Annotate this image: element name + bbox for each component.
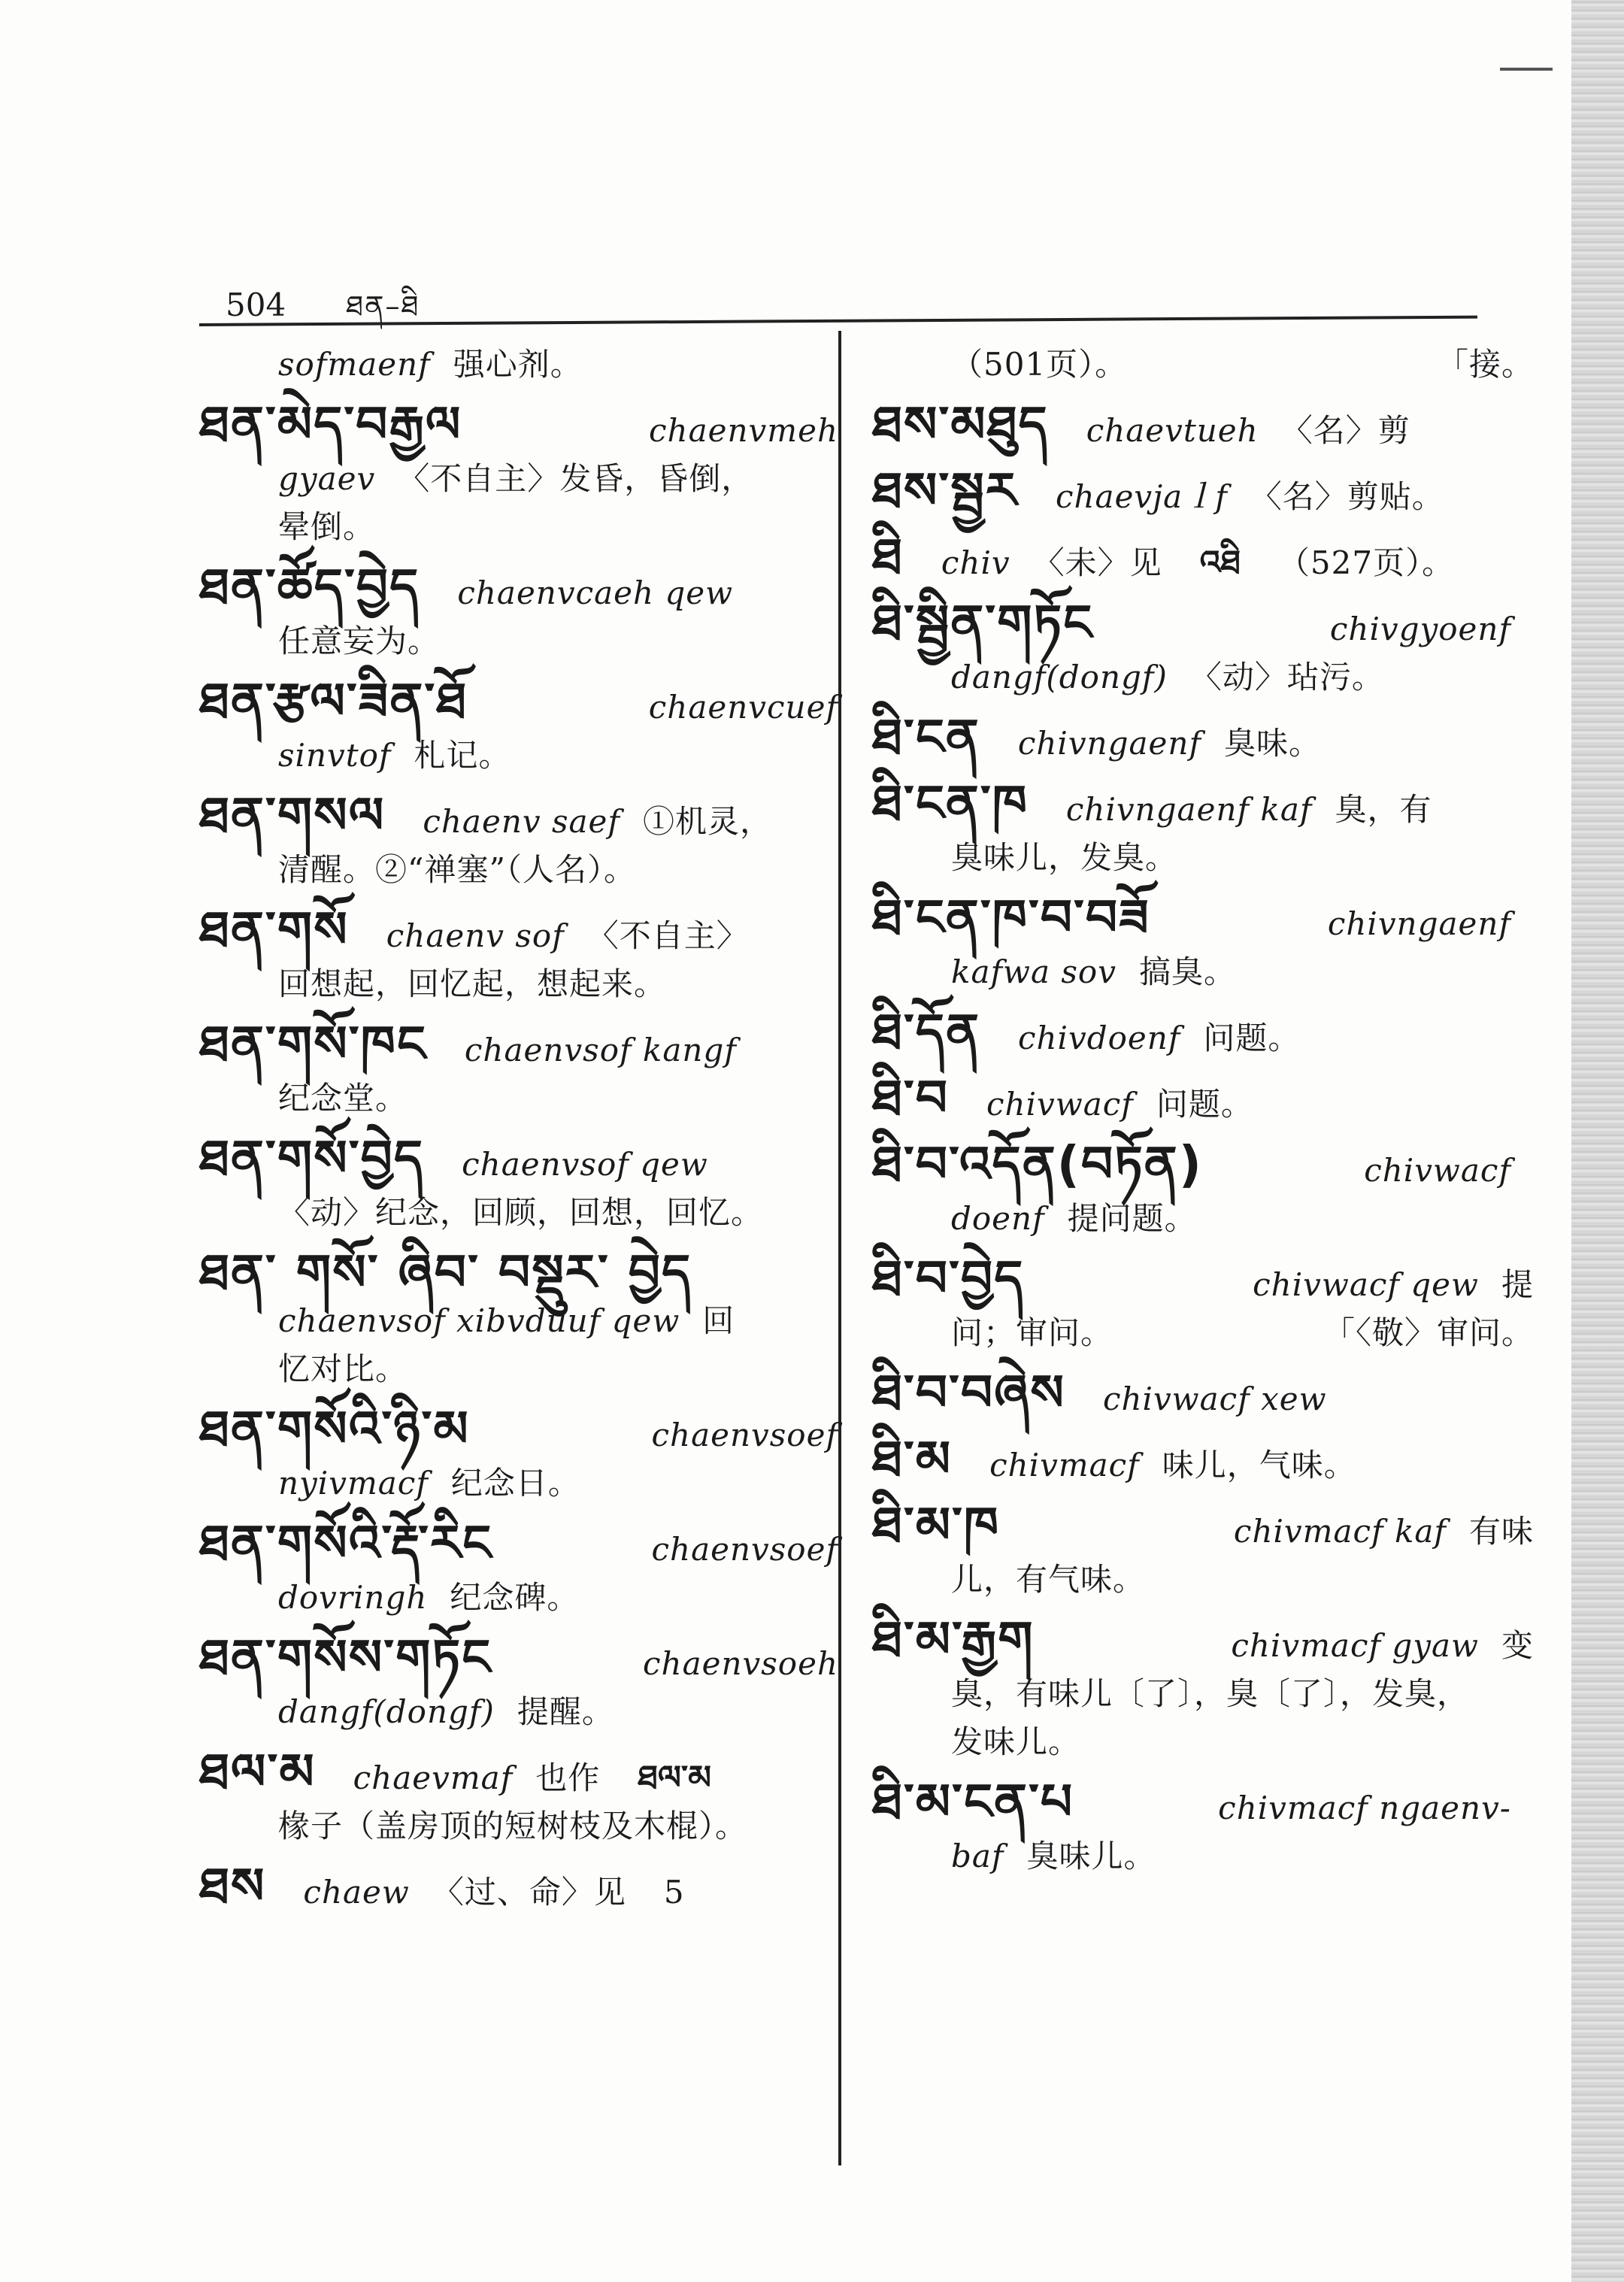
romanization: chaenv saef — [423, 803, 620, 840]
headword-line — [872, 395, 1534, 453]
romanization: chaevtueh — [1086, 412, 1259, 449]
scan-edge-mark — [1500, 68, 1553, 71]
headword-line — [872, 774, 1534, 832]
margin-note: 「接。 — [1436, 346, 1534, 383]
tibetan-headword: ཐས་སྦྱར — [872, 462, 1018, 520]
headword-line — [872, 708, 1534, 766]
definition: 提 — [1501, 1266, 1534, 1303]
entry-line — [872, 1314, 1534, 1352]
headword-line — [872, 1250, 1534, 1308]
tibetan-headword: ཐི་བ — [872, 1069, 950, 1127]
definition: 有味 — [1468, 1513, 1534, 1550]
tibetan-headword: ཐི་དོན — [872, 1003, 980, 1061]
definition: 问；审问。 — [951, 1314, 1113, 1351]
entry-line — [199, 1808, 861, 1845]
definition: 发味儿。 — [951, 1723, 1081, 1760]
entry-line — [199, 1302, 861, 1340]
cross-reference: ཐལ་མ — [638, 1759, 712, 1797]
headword-line — [199, 1629, 861, 1686]
romanization: gyaev — [278, 460, 376, 497]
headword-line — [872, 889, 1534, 947]
romanization: dovringh — [278, 1579, 428, 1616]
margin-note: 「〈敬〉审问。 — [1323, 1314, 1534, 1351]
definition: 也作 — [535, 1759, 601, 1796]
tibetan-headword: ཐན་གསོ་ཁང — [199, 1015, 427, 1073]
romanization: chaenvsoef — [651, 1531, 838, 1568]
entry-line — [199, 1350, 861, 1388]
entry-line — [199, 1693, 861, 1731]
tibetan-headword: ཐི་མ་རྒྱག — [872, 1611, 1035, 1668]
romanization: chivwacf qew — [1253, 1266, 1479, 1303]
entry-line — [199, 1080, 861, 1117]
definition: 问题。 — [1156, 1086, 1253, 1123]
definition: 纪念碑。 — [450, 1579, 580, 1616]
tibetan-headword: ཐས་མཐུད — [872, 395, 1049, 453]
guide-words: ཐན–ཐི — [346, 289, 420, 323]
entry-line — [199, 508, 861, 546]
definition: 〈未〉见 — [1032, 544, 1162, 581]
entry-line — [199, 851, 861, 889]
romanization: sinvtof — [278, 737, 392, 774]
entry-line — [199, 1579, 861, 1617]
romanization: chaew — [303, 1874, 410, 1911]
tibetan-headword: ཐལ་མ — [199, 1743, 316, 1801]
romanization: chaenv sof — [386, 917, 565, 954]
definition: 任意妄为。 — [278, 623, 441, 659]
entry-line — [199, 623, 861, 660]
headword-line — [199, 1015, 861, 1073]
definition: 搞臭。 — [1138, 953, 1236, 990]
romanization: chaenvsoef — [651, 1417, 838, 1453]
definition: 〈动〉玷污。 — [1189, 659, 1384, 696]
definition: 忆对比。 — [278, 1350, 408, 1387]
definition: 纪念日。 — [450, 1465, 580, 1502]
romanization: dangf(dongf) — [951, 659, 1168, 696]
tibetan-headword: ཐི་བ་འདོན(བཏོན) — [872, 1135, 1203, 1193]
definition: 提醒。 — [517, 1693, 614, 1730]
tibetan-headword: ཐན་གསོའི་ཉི་མ — [199, 1400, 470, 1458]
cross-reference: 5 — [663, 1874, 685, 1911]
definition: 晕倒。 — [278, 508, 376, 545]
tibetan-headword: ཐན་ གསོ་ ཞིབ་ བསྡུར་ བྱེད — [199, 1244, 692, 1302]
tibetan-headword: ཐི་ངན — [872, 708, 980, 766]
tibetan-headword: ཐི་མ — [872, 1430, 953, 1488]
tibetan-headword: ཐི་མ་ཁ — [872, 1496, 1001, 1554]
romanization: chivmacf kaf — [1233, 1513, 1447, 1550]
tibetan-headword: ཐན་གསོ་བྱེད — [199, 1129, 425, 1187]
definition: 〈不自主〉发昏，昏倒， — [398, 460, 754, 497]
headword-line — [872, 1364, 1534, 1422]
tibetan-headword: ཐན་གསོའི་རྡོ་རིང — [199, 1514, 493, 1572]
tibetan-headword: ཐི་མ་ངན་པ — [872, 1773, 1074, 1831]
headword-line — [199, 901, 861, 959]
tibetan-headword: ཐས — [199, 1857, 266, 1915]
headword-line — [199, 395, 861, 453]
romanization: baf — [951, 1838, 1004, 1874]
running-head — [226, 274, 420, 323]
headword-line — [199, 672, 861, 730]
entry-line — [872, 1200, 1534, 1238]
definition: （501页）。 — [951, 346, 1128, 383]
romanization: chivwacf xew — [1102, 1380, 1327, 1417]
romanization: chivdoenf — [1017, 1020, 1181, 1056]
romanization: chivngaenf kaf — [1065, 791, 1313, 828]
tibetan-headword: ཐན་རྩལ་ཟིན་ཐོ — [199, 672, 468, 730]
tibetan-headword: ཐི་ངན་ཁ་བ་བཟོ — [872, 889, 1150, 947]
headword-line — [199, 1129, 861, 1187]
definition: 回想起，回忆起，想起来。 — [278, 965, 667, 1002]
entry-line — [872, 1675, 1534, 1713]
entry-line — [199, 460, 861, 498]
romanization: chaenvsof qew — [462, 1146, 708, 1183]
romanization: sofmaenf — [278, 346, 431, 383]
definition: 问题。 — [1203, 1020, 1301, 1056]
tibetan-headword: ཐན་ཚོད་བྱེད — [199, 558, 420, 616]
romanization: chaenvcaeh qew — [457, 574, 734, 611]
headword-line — [199, 1857, 861, 1915]
headword-line — [199, 1244, 861, 1302]
entry-line — [199, 965, 861, 1003]
romanization: chivwacf — [986, 1086, 1134, 1123]
headword-line — [872, 1069, 1534, 1127]
entry-line — [199, 1194, 861, 1232]
romanization: chivmacf ngaenv- — [1218, 1790, 1511, 1826]
romanization: doenf — [951, 1200, 1045, 1237]
headword-line — [872, 462, 1534, 520]
definition: 臭味。 — [1224, 725, 1322, 762]
definition: 札记。 — [414, 737, 511, 774]
romanization: nyivmacf — [278, 1465, 429, 1502]
definition: 臭，有味儿〔了〕，臭〔了〕，发臭， — [951, 1675, 1470, 1712]
definition: 臭，有 — [1335, 791, 1432, 828]
tibetan-headword: ཐི — [872, 528, 904, 586]
headword-line — [872, 1135, 1534, 1193]
definition: 提问题。 — [1067, 1200, 1197, 1237]
headword-line — [199, 1514, 861, 1572]
tibetan-headword: ཐི་སྦྱིན་གཏོང — [872, 594, 1094, 652]
romanization: chaenvsof xibvduuf qew — [278, 1302, 680, 1339]
headword-line — [872, 1773, 1534, 1831]
left-column — [199, 338, 861, 1915]
cross-reference: འཐི — [1199, 544, 1241, 582]
scan-edge-shadow — [1571, 0, 1624, 2282]
right-column — [872, 338, 1534, 1875]
entry-line — [872, 659, 1534, 696]
headword-line — [872, 1003, 1534, 1061]
definition: 〈不自主〉 — [586, 917, 749, 954]
tibetan-headword: ཐན་གསལ — [199, 786, 386, 844]
page-number: 504 — [226, 286, 286, 323]
headword-line — [199, 1743, 861, 1801]
definition: 味儿，气味。 — [1162, 1447, 1356, 1483]
headword-line — [872, 1496, 1534, 1554]
headword-line — [872, 1430, 1534, 1488]
romanization: chivngaenf — [1327, 905, 1511, 942]
romanization: chivngaenf — [1017, 725, 1201, 762]
romanization: chiv — [941, 544, 1010, 581]
romanization: chaevmaf — [353, 1759, 514, 1796]
romanization: chivmacf — [989, 1447, 1140, 1483]
romanization: kafwa sov — [951, 953, 1116, 990]
definition: 〈动〉纪念，回顾，回想，回忆。 — [278, 1194, 764, 1231]
tibetan-headword: ཐི་ངན་ཁ — [872, 774, 1029, 832]
headword-line — [872, 528, 1534, 586]
headword-line — [872, 1611, 1534, 1668]
headword-line — [199, 1400, 861, 1458]
romanization: chivwacf — [1364, 1152, 1511, 1189]
romanization: chivgyoenf — [1329, 611, 1511, 647]
definition: 〈名〉剪 — [1280, 412, 1410, 449]
entry-line — [872, 1723, 1534, 1761]
definition: 变 — [1501, 1627, 1534, 1664]
romanization: chaevjaｌf — [1055, 478, 1228, 515]
definition: 纪念堂。 — [278, 1080, 408, 1117]
definition: 〈过、命〉见 — [432, 1874, 626, 1911]
entry-line — [872, 346, 1534, 383]
romanization: chaenvsoeh — [643, 1645, 838, 1682]
definition: ①机灵， — [642, 803, 772, 840]
definition: 清醒。②“禅塞”（人名）。 — [278, 851, 636, 888]
definition: 强心剂。 — [453, 346, 583, 383]
definition: 椽子（盖房顶的短树枝及木棍）。 — [278, 1808, 748, 1844]
romanization: chaenvmeh — [649, 412, 838, 449]
definition: 回 — [702, 1302, 735, 1339]
romanization: dangf(dongf) — [278, 1693, 495, 1730]
headword-line — [199, 558, 861, 616]
entry-line — [872, 953, 1534, 991]
definition: 臭味儿，发臭。 — [951, 839, 1178, 876]
headword-line — [872, 594, 1534, 652]
entry-line — [199, 1465, 861, 1502]
entry-line — [872, 839, 1534, 877]
headword-line — [199, 786, 861, 844]
tibetan-headword: ཐན་གསོ — [199, 901, 349, 959]
romanization: chaenvsof kangf — [464, 1032, 737, 1068]
entry-line — [872, 1561, 1534, 1599]
page-reference: （527页）。 — [1277, 544, 1455, 581]
entry-line — [199, 346, 861, 383]
tibetan-headword: ཐི་བ་བྱེད — [872, 1250, 1025, 1308]
romanization: chaenvcuef — [648, 689, 838, 726]
tibetan-headword: ཐན་གསོས་གཏོང — [199, 1629, 492, 1686]
entry-line — [872, 1838, 1534, 1875]
definition: 儿，有气味。 — [951, 1561, 1146, 1598]
definition: 〈名〉剪贴。 — [1250, 478, 1444, 515]
romanization: chivmacf gyaw — [1231, 1627, 1479, 1664]
entry-line — [199, 737, 861, 774]
tibetan-headword: ཐི་བ་བཞེས — [872, 1364, 1065, 1422]
tibetan-headword: ཐན་མེད་བརྒྱལ — [199, 395, 462, 453]
definition: 臭味儿。 — [1026, 1838, 1156, 1874]
